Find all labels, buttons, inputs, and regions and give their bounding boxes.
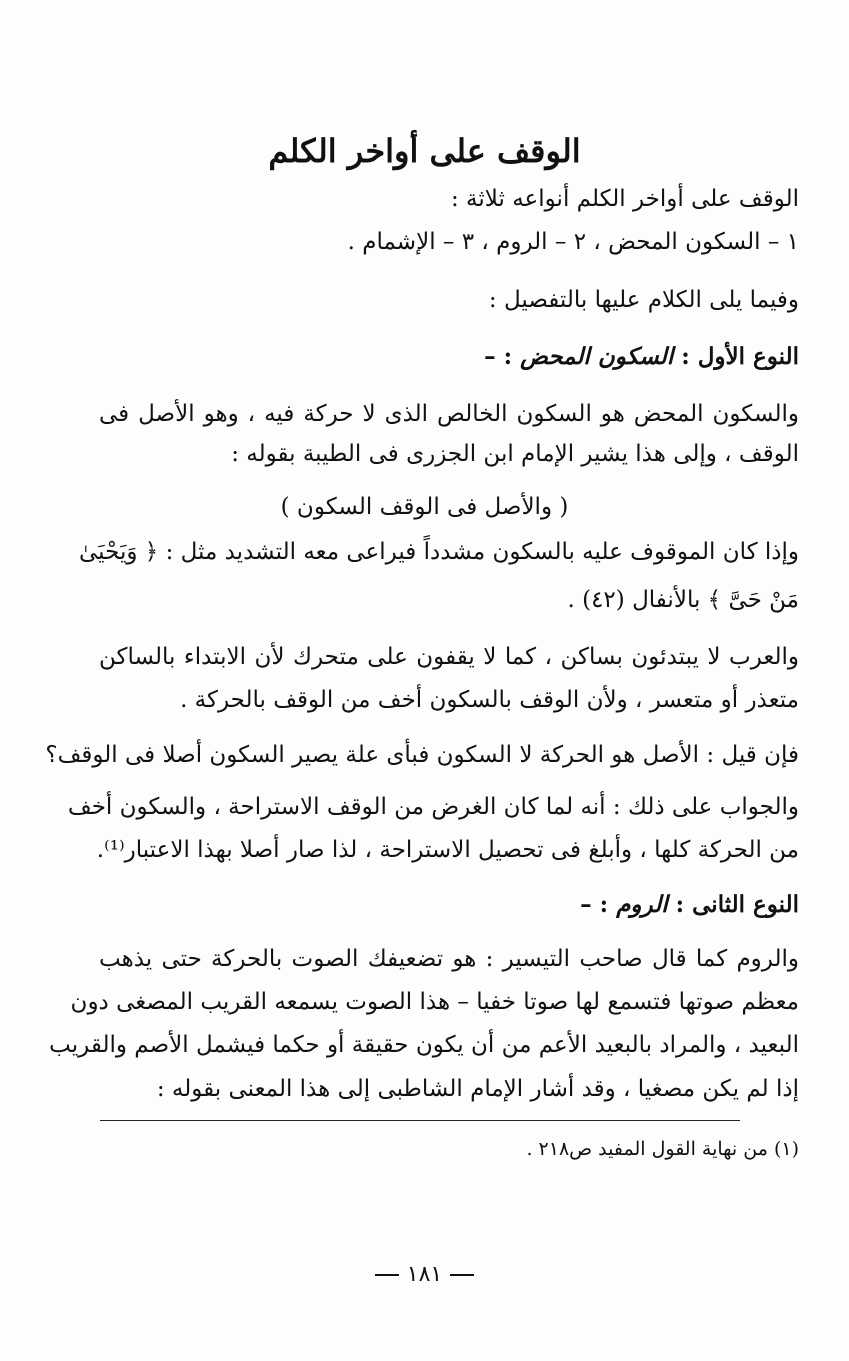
footnote: (١) من نهاية القول المفيد ص٢١٨ .	[526, 1138, 799, 1160]
verse-quote: ( والأصل فى الوقف السكون )	[280, 494, 569, 520]
heading-label: النوع الأول :	[673, 343, 799, 370]
page-number-value: ١٨١	[406, 1262, 443, 1287]
paragraph-line: البعيد ، والمراد بالبعيد الأعم من أن يكون حقيقة أو حكما فيشمل الأصم والقريب	[49, 1032, 799, 1058]
paragraph-line: معظم صوتها فتسمع لها صوتا خفيا – هذا الصوت يسمعه القريب المصغى دون	[70, 989, 799, 1015]
answer-line: والجواب على ذلك : أنه لما كان الغرض من الوقف الاستراحة ، والسكون أخف	[67, 794, 799, 820]
heading-label: النوع الثانى :	[667, 891, 799, 918]
quran-reference-line: مَنْ حَىَّ ﴾ بالأنفال (٤٢) .	[567, 587, 799, 613]
question-line: فإن قيل : الأصل هو الحركة لا السكون فبأى علة يصير السكون أصلا فى الوقف؟	[45, 742, 799, 768]
paragraph-line: والسكون المحض هو السكون الخالص الذى لا حركة فيه ، وهو الأصل فى	[99, 401, 799, 427]
dash-decoration	[450, 1274, 474, 1276]
dash-decoration	[375, 1274, 399, 1276]
heading-name: السكون المحض	[520, 343, 674, 370]
detail-intro-line: وفيما يلى الكلام عليها بالتفصيل :	[488, 287, 799, 313]
paragraph-line: والروم كما قال صاحب التيسير : هو تضعيفك الصوت بالحركة حتى يذهب	[99, 946, 799, 972]
paragraph-line: الوقف ، وإلى هذا يشير الإمام ابن الجزرى فى الطيبة بقوله :	[231, 441, 799, 467]
footnote-divider	[100, 1120, 740, 1121]
intro-line: الوقف على أواخر الكلم أنواعه ثلاثة :	[451, 186, 799, 212]
page-title: الوقف على أواخر الكلم	[268, 132, 581, 170]
paragraph-line: متعذر أو متعسر ، ولأن الوقف بالسكون أخف من الوقف بالحركة .	[180, 687, 799, 713]
section-heading-type2	[580, 888, 799, 922]
heading-suffix: : –	[580, 891, 617, 918]
types-list-line: ١ – السكون المحض ، ٢ – الروم ، ٣ – الإشمام .	[347, 229, 799, 255]
section-heading-type1	[484, 340, 799, 374]
paragraph-line: وإذا كان الموقوف عليه بالسكون مشدداً فيراعى معه التشديد مثل : ﴿ وَيَحْيَىٰ	[79, 539, 799, 565]
heading-name: الروم	[616, 891, 668, 918]
answer-line: من الحركة كلها ، وأبلغ فى تحصيل الاستراحة ، لذا صار أصلا بهذا الاعتبار⁽¹⁾.	[96, 837, 799, 863]
paragraph-line: والعرب لا يبتدئون بساكن ، كما لا يقفون على متحرك لأن الابتداء بالساكن	[99, 644, 799, 670]
paragraph-line: إذا لم يكن مصغيا ، وقد أشار الإمام الشاطبى إلى هذا المعنى بقوله :	[156, 1076, 799, 1102]
page-number	[0, 1262, 849, 1287]
heading-suffix: : –	[484, 343, 521, 370]
